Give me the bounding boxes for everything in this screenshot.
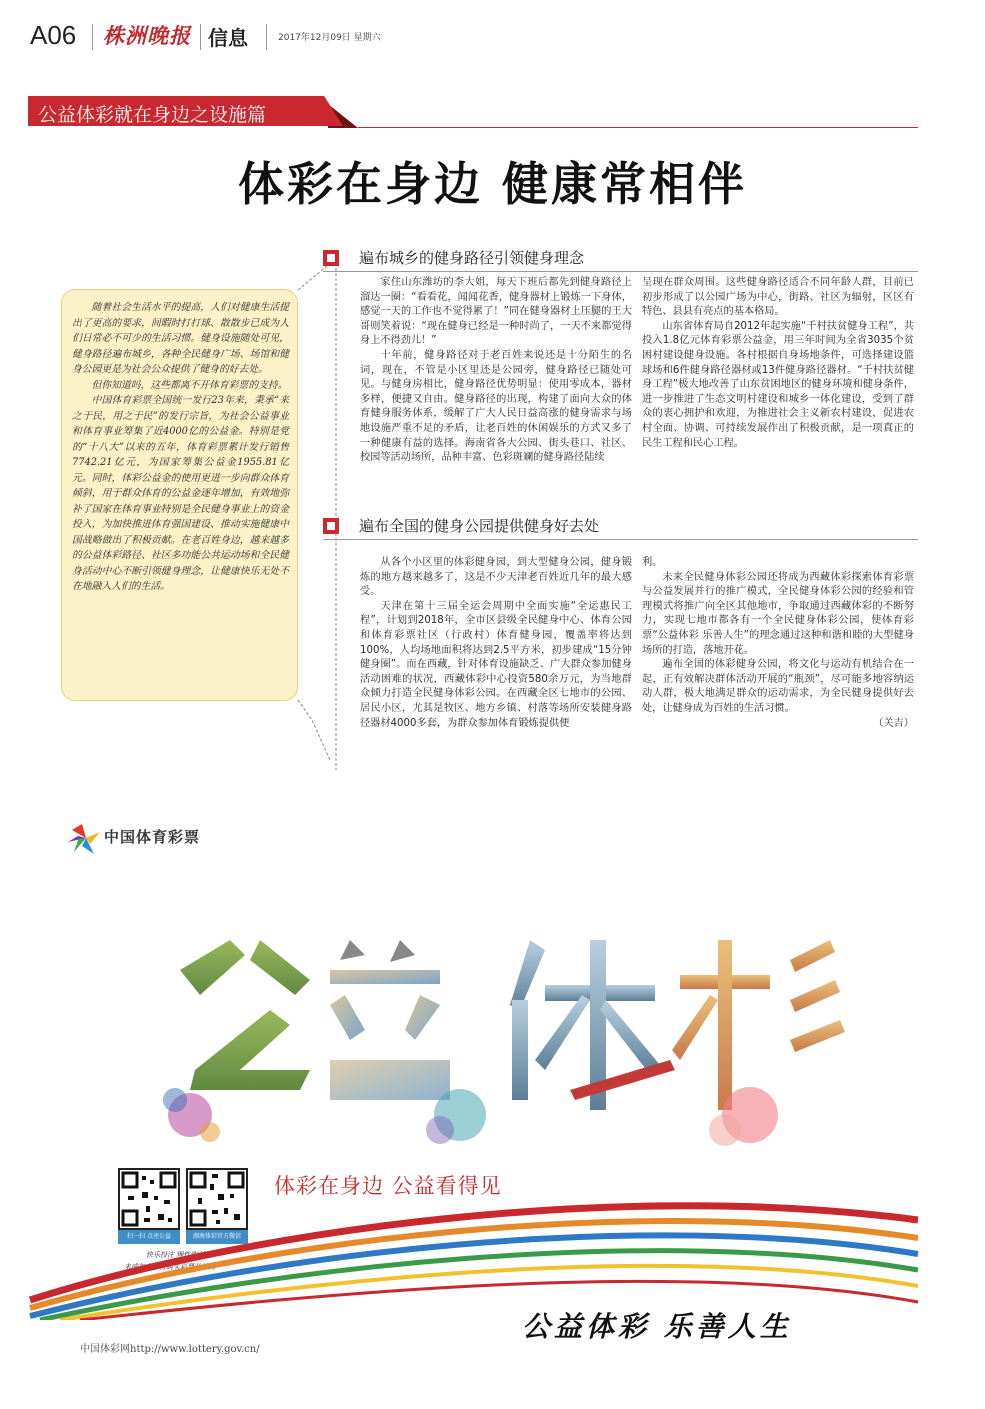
article-paragraph: 从各个小区里的体彩健身园，到大型健身公园，健身锻炼的地方越来越多了，这是不少天津老百姓近几年的最大感受。 (360, 557, 632, 598)
footer-note: 未成年人不得购买彩票及兑奖 (124, 1263, 215, 1271)
section-2-column-2 (642, 556, 914, 766)
china-lottery-logo-icon (64, 820, 104, 860)
qr-caption: 湖南体彩官方微信 (186, 1230, 248, 1244)
article-paragraph: 家住山东潍坊的李大姐，每天下班后都先到健身路径上溜达一圈：“看看花，闻闻花香，健身器材上锻炼一下身体，感觉一天的工作也不觉得累了！”同在健身器材上压腿的王大哥则笑着说：“现在健身已经是一种时尚了，一天不来都觉得身上不得劲儿！” (360, 277, 632, 347)
intro-paragraph: 随着社会生活水平的提高，人们对健康生活提出了更高的要求，间暇时打打球、散散步已成为人们日常必不可少的生活习惯。健身设施随处可见，健身路径遍布城乡，各种全民健身广场、场馆和健身公园更是为社会公众提供了健身的好去处。 (72, 302, 289, 375)
issue-date: 2017年12月09日 星期六 (278, 33, 381, 43)
intro-paragraph: 但你知道吗，这些都离不开体育彩票的支持。 (91, 379, 288, 391)
section-2-column-1 (360, 556, 632, 766)
article-paragraph: 利。 (642, 557, 663, 568)
section-1-title: 遍布城乡的健身路径引领健身理念 (359, 249, 585, 267)
website-link[interactable]: 中国体彩网http://www.lottery.gov.cn/ (80, 1344, 260, 1355)
section-rule (323, 539, 918, 540)
intro-box (61, 289, 298, 701)
section-1-column-2 (642, 276, 914, 496)
intro-paragraph: 中国体育彩票全国统一发行23年来，秉承“来之于民，用之于民”的发行宗旨，为社会公益事业和体育事业筹集了近4000亿的公益金。特别是党的“十八大”以来的五年，体育彩票累计发行销售7742.21亿元，为国家筹集公益金1955.81亿元。同时，体彩公益金的使用更进一步向群众体育倾斜，用于群众体育的公益金逐年增加，有效地弥补了国家在体育事业特别是全民健身事业上的资金投入，为加快推进体育强国建设、推动实施健康中国战略做出了积极贡献。在老百姓身边，越来越多的公益体彩路径、社区多功能公共运动场和全民健身活动中心不断引领健身理念，让健康快乐无处不在地融入人们的生活。 (72, 395, 289, 592)
slogan: 体彩在身边 公益看得见 (274, 1174, 502, 1198)
motto: 公益体彩 乐善人生 (522, 1310, 792, 1343)
newspaper-logo: 株洲晚报 (103, 23, 191, 48)
article-paragraph: 未来全民健身体彩公园还将成为西藏体彩探索体育彩票与公益发展并行的推广模式，全民健身体彩公园的经验和管理模式将推广向全区其他地市，争取通过西藏体彩的不断努力，实现七地市都各有一个全民健身体彩公园，使体育彩票“公益体彩 乐善人生”的理念通过这种和谐和睦的大型健身场所的打造，落地开花。 (642, 571, 914, 656)
page-number: A06 (30, 20, 77, 50)
article-paragraph: 十年前，健身路径对于老百姓来说还是十分陌生的名词，现在，不管是小区里还是公园旁，健身路径已随处可见。与健身房相比，健身路径优势明显：使用零成本，器材多样，便捷又自由。健身路径的出现，构建了面向大众的体育健身服务体系，缓解了广大人民日益高涨的健身需求与场地设施严重不足的矛盾，让老百姓的休闲娱乐的方式又多了一种健康有益的选择。海南省各大公园、街头巷口、社区、校园等活动场所，品种丰富、色彩斑斓的健身路径陆续 (360, 349, 632, 464)
section-2-title: 遍布全国的健身公园提供健身好去处 (359, 517, 600, 535)
banner-word (150, 935, 830, 1107)
qr-caption: 扫一扫 点亮公益 (118, 1230, 180, 1244)
author-signature: （关吉） (873, 717, 914, 729)
article-paragraph: 呈现在群众周围。这些健身路径适合不同年龄人群，目前已初步形成了以公园广场为中心，街路、社区为辐射，区区有特色、县县有亮点的基本格局。 (642, 277, 914, 318)
china-lottery-brand: 中国体育彩票 (104, 828, 201, 846)
section-1-header (323, 244, 918, 272)
section-rule (323, 271, 918, 272)
article-paragraph: 遍布全国的体彩健身公园，将文化与运动有机结合在一起，正有效解决群体活动开展的“瓶颈”，尽可能多地容纳运动人群，极大地满足群众的运动需求，为全民健身提供好去处，让健身成为百姓的生活习惯。 (642, 659, 914, 714)
footer-note: 快乐投注 理性购彩 (146, 1251, 205, 1259)
section-name: 信息 (208, 26, 248, 50)
headline: 体彩在身边 健康常相伴 (237, 157, 747, 211)
decorative-stripes (0, 1190, 985, 1320)
article-paragraph: 天津在第十三届全运会周期中全面实施“全运惠民工程”，计划到2018年，全市区县级全民健身中心、体育公园和体育彩票社区（行政村）体育健身园，覆盖率将达到100%，人均场地面积将达到2.5平方米，初步建成“15分钟健身圈”。而在西藏，针对体育设施缺乏、广大群众参加健身活动困难的状况，西藏体彩中心投资580余万元，为当地群众倾力打造全民健身体彩公园。在西藏全区七地市的公园、居民小区，尤其是牧区、地方乡镇、村落等场所安装健身路径器材4000多套，为群众参加体育锻炼提供便 (360, 600, 632, 729)
article-paragraph: 山东省体育局自2012年起实施“千村扶贫健身工程”，共投入1.8亿元体育彩票公益金，用三年时间为全省3035个贫困村建设健身设施。各村根据自身场地条件，可选择建设篮球场和6件健身路径器材或13件健身路径器材。“千村扶贫健身工程”极大地改善了山东贫困地区的健身环境和健身条件，进一步推进了生态文明村建设和城乡一体化建设，受到了群众的衷心拥护和欢迎，为推进社会主义新农村建设，促进农村全面、协调、可持续发展作出了积极贡献，是一项真正的民生工程和民心工程。 (642, 320, 914, 449)
ribbon-text: 公益体彩就在身边之设施篇 (38, 104, 267, 126)
section-1-column-1 (360, 276, 632, 496)
section-2-header (323, 512, 918, 540)
